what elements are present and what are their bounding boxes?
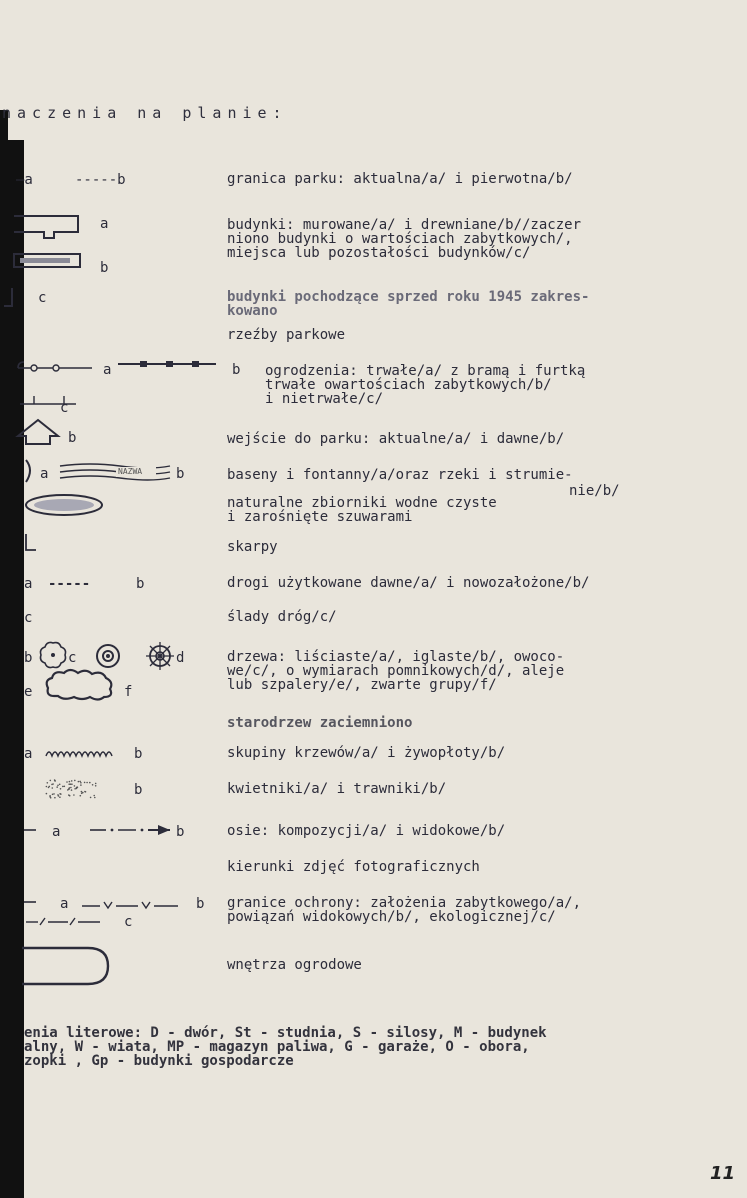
- entrance-arrow-icon: [14, 418, 66, 446]
- masonry-building-icon: [0, 214, 80, 242]
- building-remains-icon: [0, 286, 20, 308]
- symbol-label-b: b: [176, 466, 185, 482]
- symbol-label-b: b: [100, 260, 109, 276]
- symbol-label-c: c: [124, 914, 133, 930]
- symbol-label-b: b: [176, 824, 185, 840]
- monument-tree-icon: [144, 640, 176, 672]
- symbol-label-a: a: [40, 466, 49, 482]
- fruit-tree-icon: [38, 640, 68, 670]
- symbol-label-b: b: [134, 782, 143, 798]
- legend-text: kowano: [227, 303, 278, 319]
- legend-text: drzewa: liściaste/a/, iglaste/b/, owoco-: [227, 649, 565, 665]
- symbol-label-a: a: [100, 216, 109, 232]
- composition-axis-icon: [24, 828, 46, 832]
- historic-fence-icon: [118, 358, 222, 372]
- river-stream-icon: [60, 460, 170, 484]
- legend-text: i nietrwałe/c/: [265, 391, 384, 407]
- page-number: 11: [709, 1163, 735, 1184]
- legend-text: skupiny krzewów/a/ i żywopłoty/b/: [227, 745, 506, 761]
- legend-text: skarpy: [227, 539, 278, 555]
- symbol-label-a: a: [60, 896, 69, 912]
- legend-text: ślady dróg/c/: [227, 609, 337, 625]
- legend-text: we/c/, o wymiarach pomnikowych/d/, aleje: [227, 663, 565, 679]
- symbol-label-b: b: [24, 650, 33, 666]
- symbol-label-b: b: [134, 746, 143, 762]
- legend-text: budynki: murowane/a/ i drewniane/b//zaczer: [227, 217, 582, 233]
- symbol-label-c: c: [60, 400, 69, 416]
- symbol-label-b: b: [196, 896, 205, 912]
- symbol-label-b: b: [136, 576, 145, 592]
- symbol-label-a: a: [52, 824, 61, 840]
- legend-text: kwietniki/a/ i trawniki/b/: [227, 781, 447, 797]
- legend-text: i zarośnięte szuwarami: [227, 509, 413, 525]
- legend-text: lub szpalery/e/, zwarte grupy/f/: [227, 677, 497, 693]
- legend-text: naturalne zbiorniki wodne czyste: [227, 495, 497, 511]
- legend-text: granica parku: aktualna/a/ i pierwotna/b/: [227, 171, 573, 187]
- legend-text: niono budynki o wartościach zabytkowych/,: [227, 231, 573, 247]
- pond-icon: [22, 492, 106, 518]
- symbol-label-a: a: [24, 746, 33, 762]
- legend-text: powiązań widokowych/b/, ekologicznej/c/: [227, 909, 556, 925]
- temporary-fence-icon: [20, 394, 80, 408]
- letter-notes-line: alny, W - wiata, MP - magazyn paliwa, G - garaże, O - obora,: [24, 1039, 530, 1055]
- road-dash-icon: -----: [48, 576, 91, 592]
- symbol-label-b: -----b: [75, 172, 126, 188]
- monument-protection-line-icon: [24, 900, 42, 904]
- symbol-label-e: e: [24, 684, 33, 700]
- conifer-tree-icon: [94, 642, 122, 670]
- lawn-dots-icon: [44, 778, 100, 800]
- legend-text: osie: kompozycji/a/ i widokowe/b/: [227, 823, 506, 839]
- letter-notes-line: zopki , Gp - budynki gospodarcze: [24, 1053, 294, 1069]
- symbol-label-b: b: [68, 430, 77, 446]
- legend-side-note: nie/b/: [569, 483, 620, 499]
- hedge-icon: [44, 746, 124, 760]
- legend-text: kierunki zdjęć fotograficznych: [227, 859, 480, 875]
- legend-text: budynki pochodzące sprzed roku 1945 zakres-: [227, 289, 590, 305]
- legend-text: miejsca lub pozostałości budynków/c/: [227, 245, 531, 261]
- legend-text: drogi użytkowane dawne/a/ i nowozałożone/b/: [227, 575, 590, 591]
- legend-text: granice ochrony: założenia zabytkowego/a/,: [227, 895, 582, 911]
- slope-icon: [22, 532, 42, 554]
- gate-fence-icon: [0, 358, 100, 378]
- symbol-label-a: a: [103, 362, 112, 378]
- symbol-label-c: c: [68, 650, 77, 666]
- legend-text: wnętrza ogrodowe: [227, 957, 362, 973]
- tree-group-icon: [44, 668, 116, 702]
- page-heading: naczenia na planie:: [2, 104, 288, 122]
- symbol-label-b: b: [232, 362, 241, 378]
- view-protection-line-icon: [82, 898, 182, 910]
- letter-notes: [24, 1012, 547, 1082]
- pool-fountain-icon: [20, 458, 42, 486]
- legend-text: wejście do parku: aktualne/a/ i dawne/b/: [227, 431, 565, 447]
- symbol-label-a: —a: [16, 172, 33, 188]
- symbol-label-a: a: [24, 576, 33, 592]
- wooden-building-icon: [0, 253, 82, 269]
- legend-text: ogrodzenia: trwałe/a/ z bramą i furtką: [265, 363, 586, 379]
- symbol-label-f: f: [124, 684, 133, 700]
- ecological-protection-line-icon: [26, 914, 116, 926]
- river-name-badge: NAZWA: [118, 467, 143, 476]
- symbol-label-c: c: [24, 610, 33, 626]
- legend-text: starodrzew zaciemniono: [227, 715, 413, 731]
- legend-text: trwałe owartościach zabytkowych/b/: [265, 377, 552, 393]
- letter-notes-line: enia literowe: D - dwór, St - studnia, S - silosy, M - budynek: [24, 1025, 547, 1041]
- view-axis-arrow-icon: [90, 824, 174, 836]
- legend-text: rzeźby parkowe: [227, 327, 346, 343]
- legend-text: baseny i fontanny/a/oraz rzeki i strumie-: [227, 467, 573, 483]
- garden-interior-icon: [0, 944, 112, 990]
- symbol-label-d: d: [176, 650, 185, 666]
- symbol-label-c: c: [38, 290, 47, 306]
